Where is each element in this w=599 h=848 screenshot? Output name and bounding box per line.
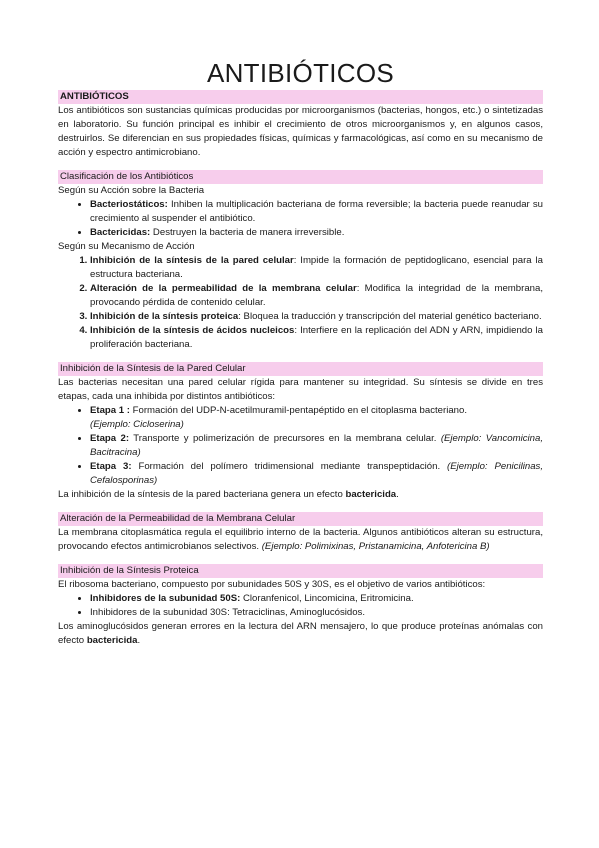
list-item [90,404,543,432]
item-term: Bacteriostáticos: [90,199,168,210]
list-item [90,226,543,240]
closing-bold: bactericida [86,635,138,646]
list-item [90,432,543,460]
item-term: Inhibición de la síntesis de la pared celular [90,255,294,266]
membrana-heading: Alteración de la Permeabilidad de la Membrana Celular [58,512,543,526]
clasificacion-heading: Clasificación de los Antibióticos [58,170,543,184]
list-item [90,324,543,352]
item-term: Inhibidores de la subunidad 50S: [90,593,241,604]
item-term: Etapa 2: [90,433,130,444]
list-item [90,606,543,620]
item-text: Transporte y polimerización de precursores en la membrana celular. [129,433,441,444]
item-example: (Ejemplo: Cicloserina) [90,419,184,430]
accion-subheading: Según su Acción sobre la Bacteria [58,185,205,196]
closing-end: . [137,635,141,646]
item-text: Destruyen la bacteria de manera irreversible. [150,227,345,238]
list-item [90,254,543,282]
closing-end: . [396,489,399,500]
item-term: Etapa 1 : [90,405,130,416]
item-text: Cloranfenicol, Lincomicina, Eritromicina. [240,593,414,604]
pared-heading: Inhibición de la Síntesis de la Pared Celular [58,362,543,376]
item-text: : Interfiere en la replicación del ADN y ARN, impidiendo la proliferación bacteriana. [90,325,543,350]
item-term: Alteración de la permeabilidad de la membrana celular [90,283,357,294]
proteica-closing [58,620,543,648]
list-item [90,282,543,310]
document-page [58,58,543,648]
mecanismo-subheading: Según su Mecanismo de Acción [58,241,195,252]
item-text: : Bloquea la traducción y transcripción del material genético bacteriano. [238,311,542,322]
item-term: Inhibición de la síntesis de ácidos nucleicos [90,325,295,336]
intro-paragraph: Los antibióticos son sustancias químicas producidas por microorganismos (bacterias, hongos, etc.) o sintetizadas en laboratorio. Su función principal es inhibir el crecimiento de otros microorganismos y, en algunos casos, destruirlos. Se diferencian en sus propiedades físicas, químicas y farmacológicas, así como en su mecanismo de acción y espectro antimicrobiano. [58,105,543,158]
proteica-list [58,592,543,620]
item-text: : Modifica la integridad de la membrana, provocando pérdida de contenido celular. [90,283,543,308]
item-text: Inhibidores de la subunidad 30S: Tetraciclinas, Aminoglucósidos. [90,607,366,618]
proteica-heading: Inhibición de la Síntesis Proteica [58,564,543,578]
pared-closing [58,488,543,502]
item-example: (Ejemplo: Vancomicina, Bacitracina) [90,433,543,458]
item-text: Inhiben la multiplicación bacteriana de forma reversible; la bacteria puede reanudar su crecimiento al suspender el antibiótico. [90,199,543,224]
item-text: Formación del UDP-N-acetilmuramil-pentapéptido en el citoplasma bacteriano. [130,405,467,416]
list-item [90,198,543,226]
closing-text: La inhibición de la síntesis de la pared bacteriana genera un efecto [58,489,346,500]
item-term: Etapa 3: [90,461,132,472]
list-item [90,310,543,324]
page-title: ANTIBIÓTICOS [206,58,395,88]
list-item [90,592,543,606]
item-term: Bactericidas: [90,227,151,238]
closing-text: Los aminoglucósidos generan errores en la lectura del ARN mensajero, lo que produce proteínas anómalas con efecto [58,621,543,646]
accion-list [58,198,543,240]
pared-paragraph: Las bacterias necesitan una pared celular rígida para mantener su integridad. Su síntesis se divide en tres etapas, cada una inhibida por distintos antibióticos: [58,377,543,402]
list-item [90,460,543,488]
membrana-example: (Ejemplo: Polimixinas, Pristanamicina, Anfotericina B) [261,541,490,552]
closing-bold: bactericida [345,489,397,500]
item-text: : Impide la formación de peptidoglicano, esencial para la estructura bacteriana. [90,255,543,280]
membrana-paragraph [58,526,543,554]
item-term: Inhibición de la síntesis proteica [90,311,239,322]
membrana-text: La membrana citoplasmática regula el equilibrio interno de la bacteria. Algunos antibióticos alteran su estructura, provocando efectos antimicrobianos selectivos. [58,527,543,552]
item-text: Formación del polímero tridimensional mediante transpeptidación. [131,461,448,472]
item-example: (Ejemplo: Penicilinas, Cefalosporinas) [90,461,543,486]
mecanismo-list [58,254,543,352]
proteica-paragraph: El ribosoma bacteriano, compuesto por subunidades 50S y 30S, es el objetivo de varios antibióticos: [58,579,486,590]
intro-heading: ANTIBIÓTICOS [58,90,543,104]
etapas-list [58,404,543,488]
